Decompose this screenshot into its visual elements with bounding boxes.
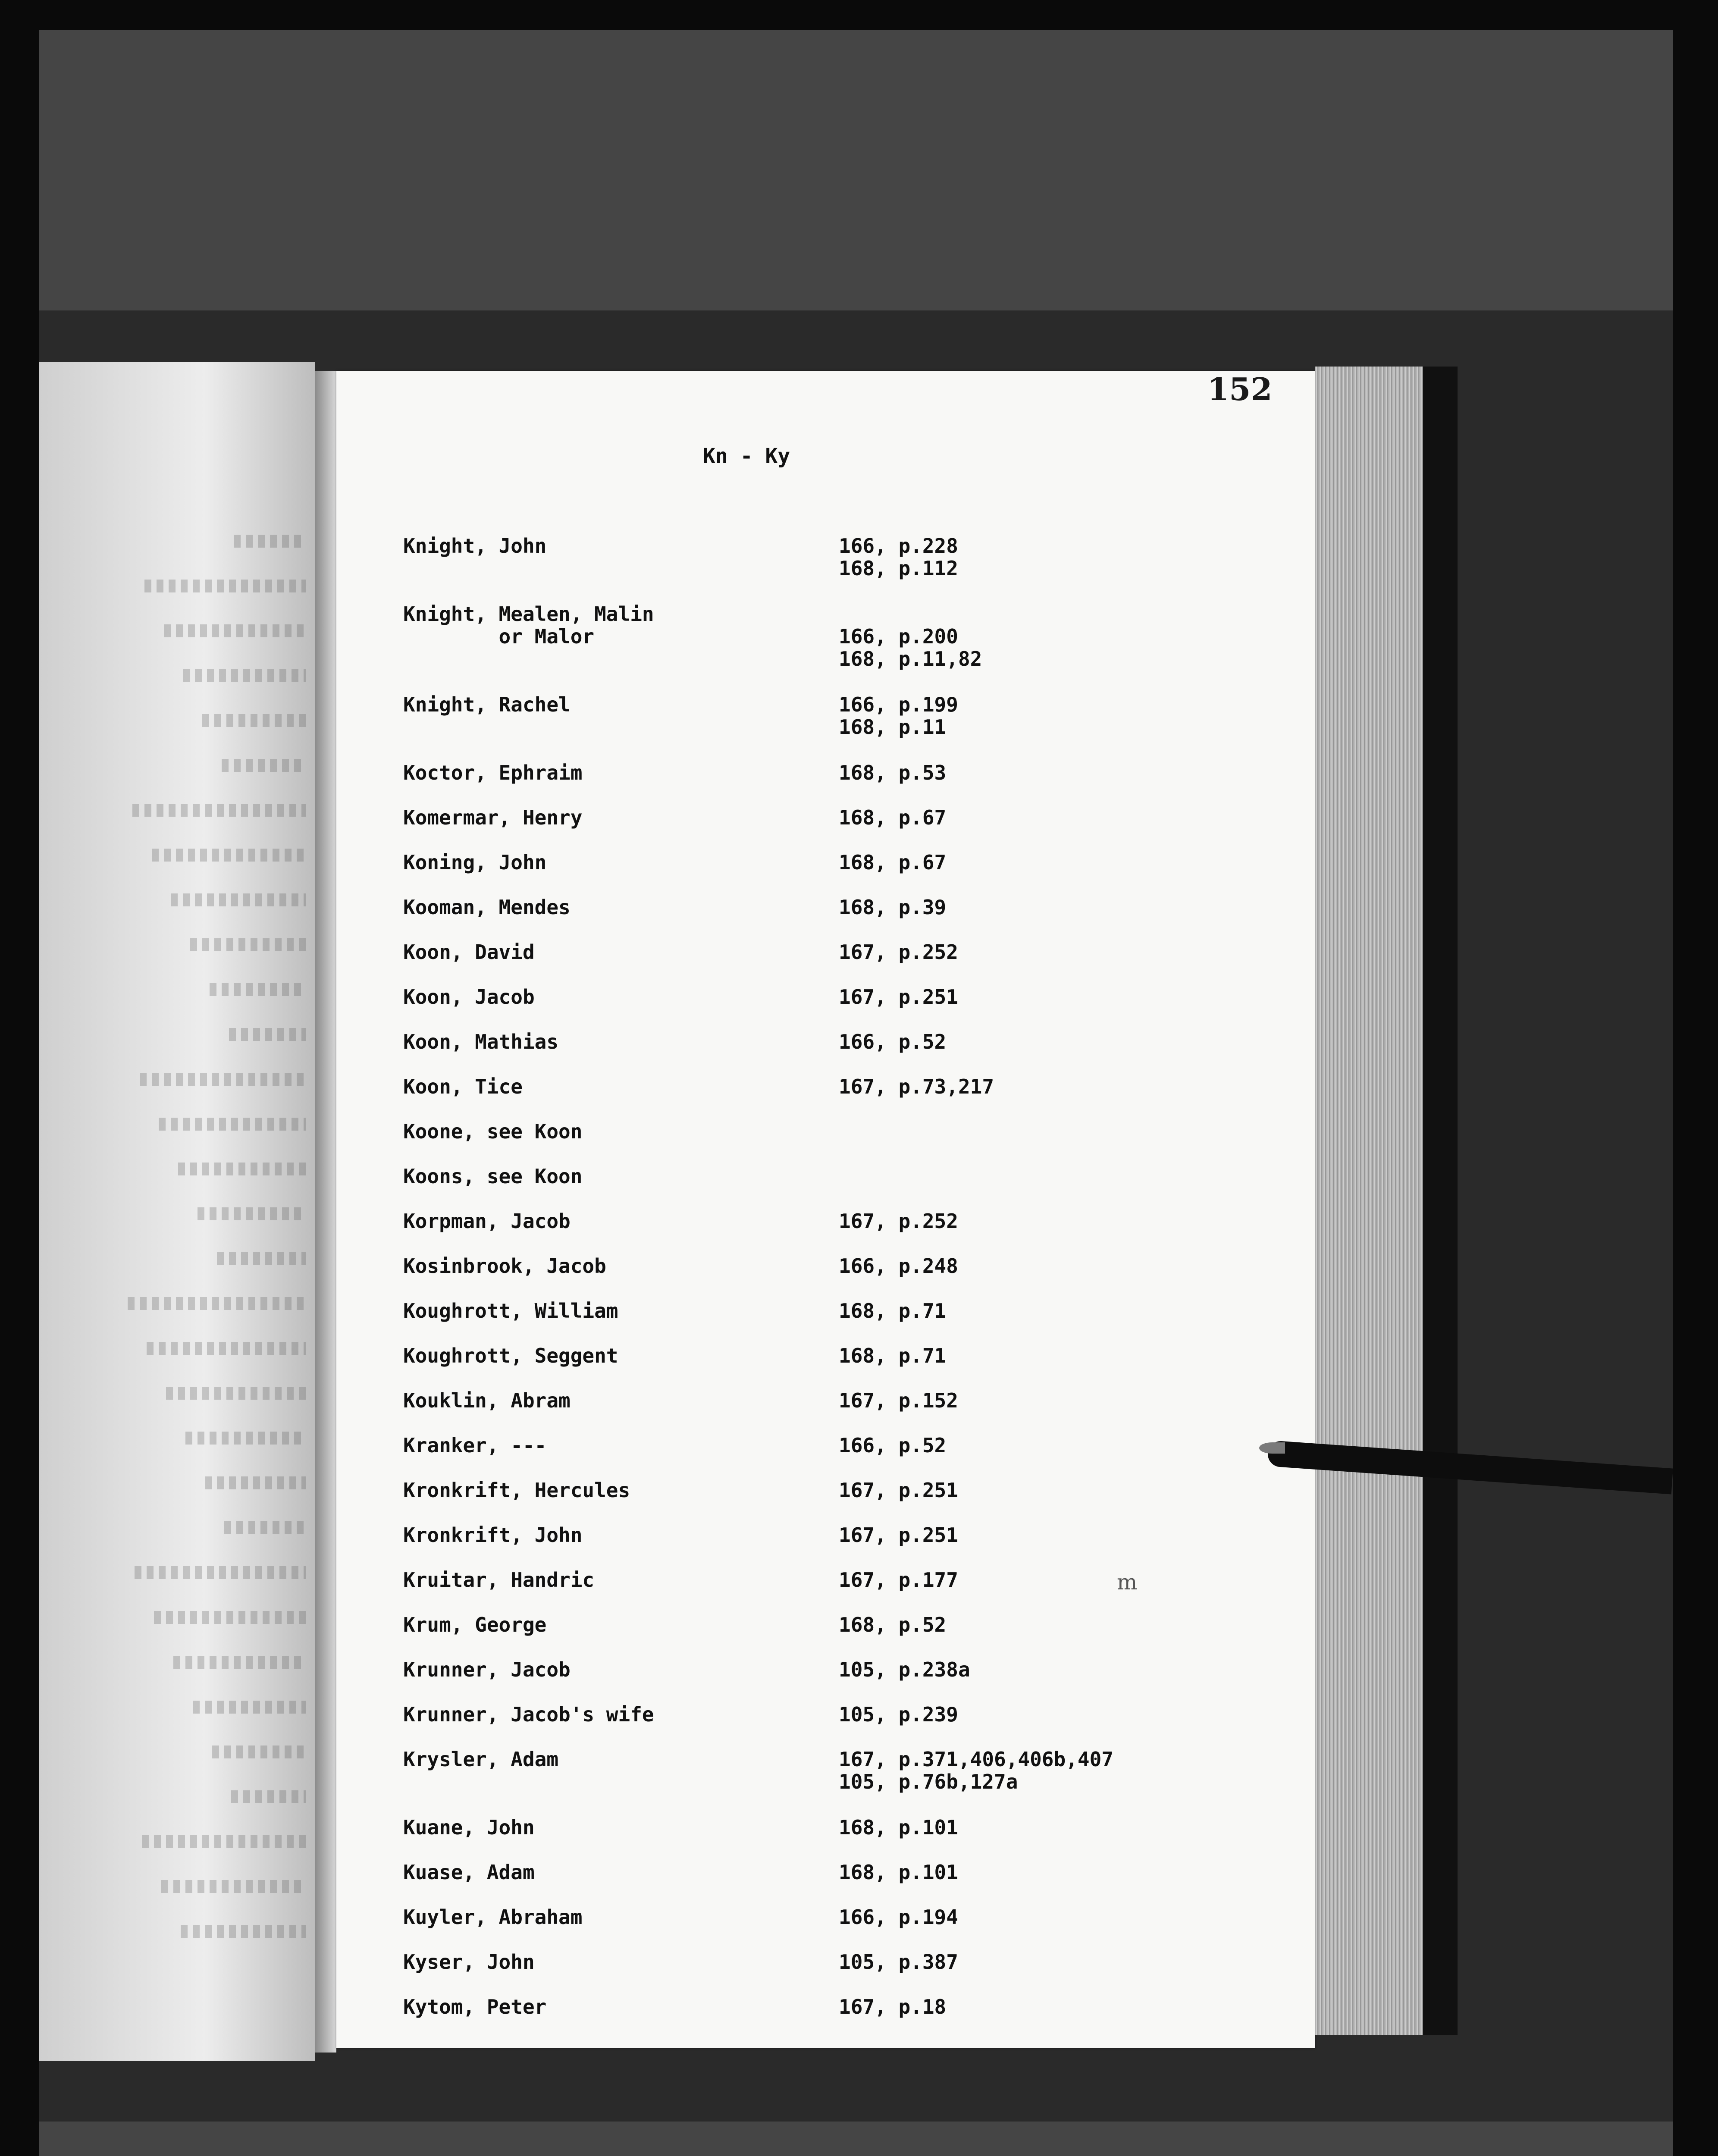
index-entry (403, 1344, 1223, 1367)
entry-references: 166, p.194 (839, 1905, 958, 1929)
ghost-text-line (128, 1297, 306, 1310)
index-entry (403, 806, 1223, 829)
ghost-text-line (210, 983, 306, 996)
entry-references: 105, p.239 (839, 1703, 958, 1726)
ghost-text-line (159, 1118, 306, 1131)
book-gutter (315, 371, 336, 2053)
ghost-text-line (193, 1701, 306, 1714)
ghost-text-line (164, 624, 306, 637)
entry-references: 168, p.67 (839, 851, 947, 874)
entry-name: Kyser, John (403, 1950, 535, 1974)
ghost-text-line (178, 1163, 306, 1175)
ghost-text-line (152, 849, 306, 862)
left-page (39, 362, 315, 2061)
entry-references: 168, p.52 (839, 1613, 947, 1636)
ghost-text-line (132, 804, 306, 817)
ghost-text-line (217, 1252, 306, 1265)
ghost-text-line (183, 669, 306, 682)
index-entry (403, 1075, 1223, 1098)
ghost-text-line (198, 1207, 306, 1220)
entry-name: Kytom, Peter (403, 1995, 547, 2018)
ghost-text-line (135, 1566, 306, 1579)
entry-name: Kuyler, Abraham (403, 1905, 583, 1929)
entry-name: Knight, John (403, 534, 547, 558)
index-entry (403, 1165, 1223, 1188)
index-entry (403, 535, 1223, 580)
ghost-text-line (181, 1925, 306, 1938)
entry-name: Koone, see Koon (403, 1120, 583, 1143)
index-entry (403, 1434, 1223, 1457)
entry-references: 166, p.199 168, p.11 (839, 693, 958, 739)
left-page-ghost-text (65, 535, 306, 2001)
ghost-text-line (154, 1611, 306, 1624)
index-entry (403, 941, 1223, 963)
index-entry (403, 693, 1223, 738)
entry-name: Kouklin, Abram (403, 1389, 571, 1412)
page-edges (1315, 367, 1423, 2035)
entry-references: 166, p.52 (839, 1434, 947, 1457)
pencil-mark: m (1117, 1570, 1138, 1595)
entry-references: 166, p.248 (839, 1254, 958, 1278)
index-entry (403, 1569, 1223, 1591)
entry-references: 167, p.251 (839, 985, 958, 1009)
entry-name: Knight, Rachel (403, 693, 571, 716)
entry-name: Koon, Mathias (403, 1030, 559, 1053)
entry-references: 168, p.53 (839, 761, 947, 784)
entry-references: 167, p.73,217 (839, 1075, 994, 1098)
index-entry (403, 1389, 1223, 1412)
entry-references: 167, p.371,406,406b,407 105, p.76b,127a (839, 1748, 1113, 1793)
index-entry (403, 1703, 1223, 1726)
entry-references: 168, p.39 (839, 896, 947, 919)
ghost-text-line (147, 1342, 306, 1355)
index-entry (403, 1816, 1223, 1839)
ghost-text-line (222, 759, 306, 772)
index-entry (403, 1031, 1223, 1053)
index-entries (403, 535, 1223, 2040)
entry-name: Kooman, Mendes (403, 896, 571, 919)
entry-name: Kosinbrook, Jacob (403, 1254, 606, 1278)
index-entry (403, 761, 1223, 784)
book-cover-edge (1423, 367, 1458, 2035)
index-entry (403, 1614, 1223, 1636)
entry-name: Kruitar, Handric (403, 1568, 595, 1592)
entry-references: 168, p.101 (839, 1861, 958, 1884)
entry-name: Kranker, --- (403, 1434, 547, 1457)
entry-references: 168, p.101 (839, 1816, 958, 1839)
ghost-text-line (231, 1790, 306, 1803)
index-entry (403, 1748, 1223, 1793)
ghost-text-line (224, 1521, 306, 1534)
index-entry (403, 1906, 1223, 1928)
ghost-text-line (205, 1476, 306, 1489)
index-entry (403, 851, 1223, 874)
entry-name: Krunner, Jacob (403, 1658, 571, 1681)
entry-name: Kronkrift, Hercules (403, 1479, 630, 1502)
entry-name: Koon, Tice (403, 1075, 523, 1098)
index-entry (403, 1524, 1223, 1546)
entry-references: 105, p.238a (839, 1658, 970, 1681)
index-entry (403, 603, 1223, 670)
entry-name: Komermar, Henry (403, 806, 583, 829)
entry-references: 167, p.177 (839, 1568, 958, 1592)
entry-references: 167, p.252 (839, 940, 958, 964)
entry-references: 105, p.387 (839, 1950, 958, 1974)
index-entry (403, 1658, 1223, 1681)
entry-name: Koctor, Ephraim (403, 761, 583, 784)
ghost-text-line (173, 1656, 306, 1669)
entry-references: 167, p.252 (839, 1210, 958, 1233)
ghost-text-line (234, 535, 306, 548)
entry-name: Koughrott, William (403, 1299, 618, 1322)
entry-references: 167, p.251 (839, 1479, 958, 1502)
pen-tip (1259, 1442, 1285, 1454)
entry-name: Kuane, John (403, 1816, 535, 1839)
entry-name: Koon, Jacob (403, 985, 535, 1009)
entry-name: Kuase, Adam (403, 1861, 535, 1884)
ghost-text-line (185, 1432, 306, 1445)
entry-name: Koughrott, Seggent (403, 1344, 618, 1367)
entry-references: 166, p.228 168, p.112 (839, 534, 958, 580)
entry-name: Krum, George (403, 1613, 547, 1636)
entry-name: Kronkrift, John (403, 1523, 583, 1547)
entry-name: Koons, see Koon (403, 1165, 583, 1188)
index-entry (403, 896, 1223, 918)
entry-name: Koon, David (403, 940, 535, 964)
ghost-text-line (171, 893, 306, 906)
ghost-text-line (142, 1835, 306, 1848)
index-entry (403, 1255, 1223, 1277)
ghost-text-line (202, 714, 306, 727)
entry-references: 168, p.71 (839, 1344, 947, 1367)
index-entry (403, 1300, 1223, 1322)
entry-references: 168, p.67 (839, 806, 947, 829)
ghost-text-line (229, 1028, 306, 1041)
entry-references: 167, p.18 (839, 1995, 947, 2018)
ghost-text-line (166, 1387, 306, 1400)
entry-references: 168, p.71 (839, 1299, 947, 1322)
entry-references: 167, p.251 (839, 1523, 958, 1547)
entry-references: 166, p.52 (839, 1030, 947, 1053)
ghost-text-line (161, 1880, 306, 1893)
entry-references: 166, p.200 168, p.11,82 (839, 625, 982, 671)
index-entry (403, 1996, 1223, 2018)
entry-name: Korpman, Jacob (403, 1210, 571, 1233)
index-entry (403, 1479, 1223, 1501)
ghost-text-line (144, 580, 306, 592)
entry-name: Krunner, Jacob's wife (403, 1703, 654, 1726)
index-entry (403, 1951, 1223, 1973)
entry-name: Krysler, Adam (403, 1748, 559, 1771)
page-range-heading: Kn - Ky (703, 444, 790, 468)
ghost-text-line (140, 1073, 306, 1086)
entry-name: Knight, Mealen, Malin or Malor (403, 602, 654, 648)
entry-name: Koning, John (403, 851, 547, 874)
ghost-text-line (190, 938, 306, 951)
entry-references: 167, p.152 (839, 1389, 958, 1412)
index-entry (403, 1210, 1223, 1232)
index-entry (403, 1120, 1223, 1143)
ghost-text-line (212, 1745, 306, 1758)
page-number: 152 (1207, 371, 1273, 407)
index-entry (403, 1861, 1223, 1883)
index-entry (403, 986, 1223, 1008)
